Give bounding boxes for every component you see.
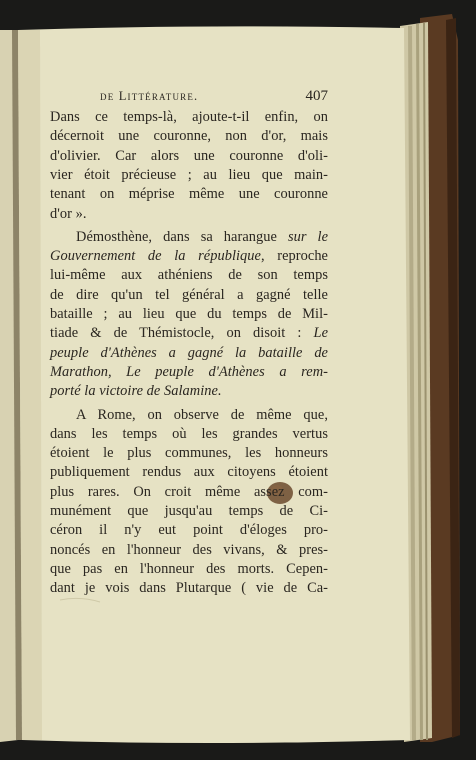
text-line xyxy=(50,305,328,324)
text-line-content: tiade & de Thémistocle, on disoit : xyxy=(50,325,302,342)
text-line xyxy=(50,324,328,343)
text-line-content: de dire qu'un tel général a gagné telle xyxy=(50,286,328,303)
text-line xyxy=(50,247,328,266)
text-line-content: décernoit une couronne, non d'or, mais xyxy=(50,128,328,145)
text-line-content: A Rome, on observe de même que, xyxy=(76,406,328,423)
text-line-content: vier étoit précieuse ; au lieu que main- xyxy=(50,166,328,183)
text-line xyxy=(50,228,328,247)
text-line-content: d'or ». xyxy=(50,205,87,222)
running-header xyxy=(100,88,328,106)
text-line xyxy=(50,444,328,463)
text-line xyxy=(50,483,328,502)
text-line xyxy=(50,406,328,425)
page-gutter-shade xyxy=(18,30,42,740)
text-line xyxy=(50,344,328,363)
text-line-content: dant je vois dans Plutarque ( vie de Ca- xyxy=(50,580,328,597)
text-line xyxy=(50,463,328,482)
text-line xyxy=(50,205,328,224)
text-line-content: céron il n'y eut point d'éloges pro- xyxy=(50,522,328,539)
text-line xyxy=(50,108,328,127)
text-line-content: munément que jusqu'au temps de Ci- xyxy=(50,503,328,519)
text-line-tail: , reproche xyxy=(261,248,328,265)
text-line xyxy=(50,541,328,560)
running-header-title: de Littérature. xyxy=(100,89,199,103)
text-line xyxy=(50,166,328,185)
text-line-content: publiquement rendus aux citoyens étoient xyxy=(50,464,328,481)
text-line-content: noncés en l'honneur des vivans, & pres- xyxy=(50,541,328,558)
text-line xyxy=(50,185,328,204)
text-line-content: peuple d'Athènes a gagné la bataille de xyxy=(50,344,328,361)
text-line xyxy=(50,286,328,305)
text-line xyxy=(50,579,328,598)
text-line-content: plus rares. On croit même assez com- xyxy=(50,483,328,500)
text-line-content: Marathon, Le peuple d'Athènes a rem- xyxy=(50,363,328,380)
text-line xyxy=(50,147,328,166)
text-line-content: d'olivier. Car alors une couronne d'oli- xyxy=(50,147,328,164)
text-line-content: porté la victoire de Salamine. xyxy=(50,383,222,400)
text-line-content: dans les temps où les grandes vertus xyxy=(50,425,328,442)
text-line xyxy=(50,382,328,401)
text-line xyxy=(50,425,328,444)
text-line xyxy=(50,502,328,521)
text-line-content: lui-même aux athéniens de son temps xyxy=(50,267,328,284)
text-line xyxy=(50,560,328,579)
text-line xyxy=(50,127,328,146)
page-number: 407 xyxy=(305,88,328,104)
text-line xyxy=(50,363,328,382)
text-line-content: Dans ce temps-là, ajoute-t-il enfin, on xyxy=(50,109,328,125)
text-line-tail: sur le xyxy=(276,228,329,245)
text-line-content: étoient le plus communes, les honneurs xyxy=(50,445,328,462)
text-line xyxy=(50,521,328,540)
text-line-content: bataille ; au lieu que du temps de Mil- xyxy=(50,306,328,322)
text-line-content: que pas en l'honneur des morts. Cepen- xyxy=(50,560,328,577)
text-line-content: tenant on méprise même une couronne xyxy=(50,186,328,203)
text-line-content: Démosthène, dans sa harangue xyxy=(76,228,277,245)
text-line-content: Gouvernement de la république xyxy=(50,248,261,265)
text-line xyxy=(50,266,328,285)
text-line-tail: Le xyxy=(301,325,329,342)
